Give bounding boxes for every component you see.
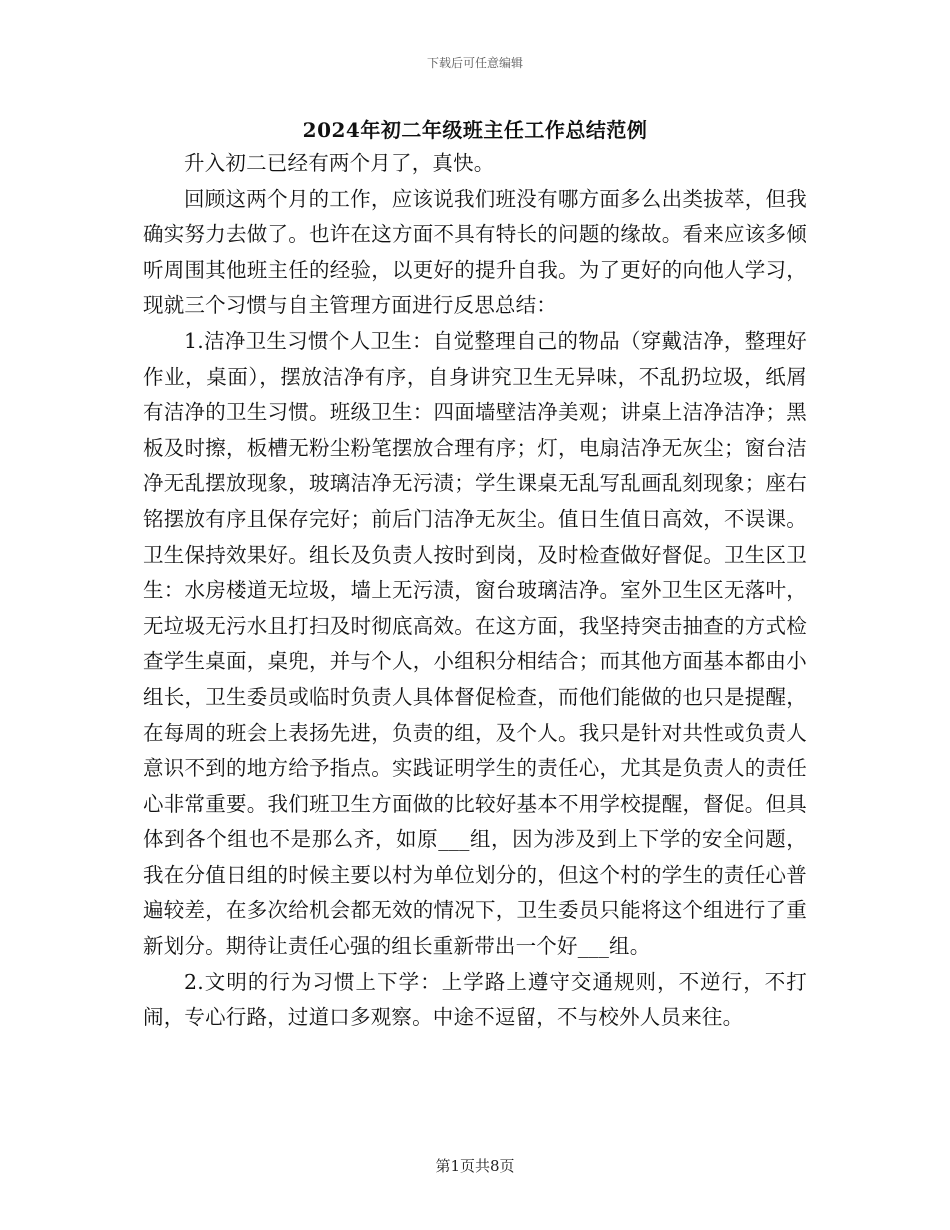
document-body — [143, 146, 807, 1036]
page-footer: 第1页共8页 — [435, 1157, 515, 1175]
header-note: 下载后可任意编辑 — [426, 56, 523, 70]
document-title: 2024年初二年级班主任工作总结范例 — [302, 118, 648, 142]
paragraph-hygiene-habits: 1.洁净卫生习惯个人卫生：自觉整理自己的物品（穿戴洁净，整理好作业，桌面），摆放洁净有序，自身讲究卫生无异味，不乱扔垃圾，纸屑有洁净的卫生习惯。班级卫生：四面墙壁洁净美观；讲桌上洁净洁净；黑板及时擦，板槽无粉尘粉笔摆放合理有序；灯，电扇洁净无灰尘；窗台洁净无乱摆放现象，玻璃洁净无污渍；学生课桌无乱写乱画乱刻现象；座右铭摆放有序且保存完好；前后门洁净无灰尘。值日生值日高效，不误课。卫生保持效果好。组长及负责人按时到岗，及时检查做好督促。卫生区卫生：水房楼道无垃圾，墙上无污渍，窗台玻璃洁净。室外卫生区无落叶，无垃圾无污水且打扫及时彻底高效。在这方面，我坚持突击抽查的方式检查学生桌面，桌兜，并与个人，小组积分相结合；而其他方面基本都由小组长，卫生委员或临时负责人具体督促检查，而他们能做的也只是提醒，在每周的班会上表扬先进，负责的组，及个人。我只是针对共性或负责人意识不到的地方给予指点。实践证明学生的责任心，尤其是负责人的责任心非常重要。我们班卫生方面做的比较好基本不用学校提醒，督促。但具体到各个组也不是那么齐，如原___组，因为涉及到上下学的安全问题，我在分值日组的时候主要以村为单位划分的，但这个村的学生的责任心普遍较差，在多次给机会都无效的情况下，卫生委员只能将这个组进行了重新划分。期待让责任心强的组长重新带出一个好___组。 — [143, 328, 807, 959]
paragraph-civilized-behavior: 2.文明的行为习惯上下学：上学路上遵守交通规则，不逆行，不打闹，专心行路，过道口多观察。中途不逗留，不与校外人员来往。 — [143, 969, 807, 1030]
paragraph-review: 回顾这两个月的工作，应该说我们班没有哪方面多么出类拔萃，但我确实努力去做了。也许在这方面不具有特长的问题的缘故。看来应该多倾听周围其他班主任的经验，以更好的提升自我。为了更好的向他人学习，现就三个习惯与自主管理方面进行反思总结： — [143, 186, 807, 318]
paragraph-intro: 升入初二已经有两个月了，真快。 — [184, 151, 495, 175]
